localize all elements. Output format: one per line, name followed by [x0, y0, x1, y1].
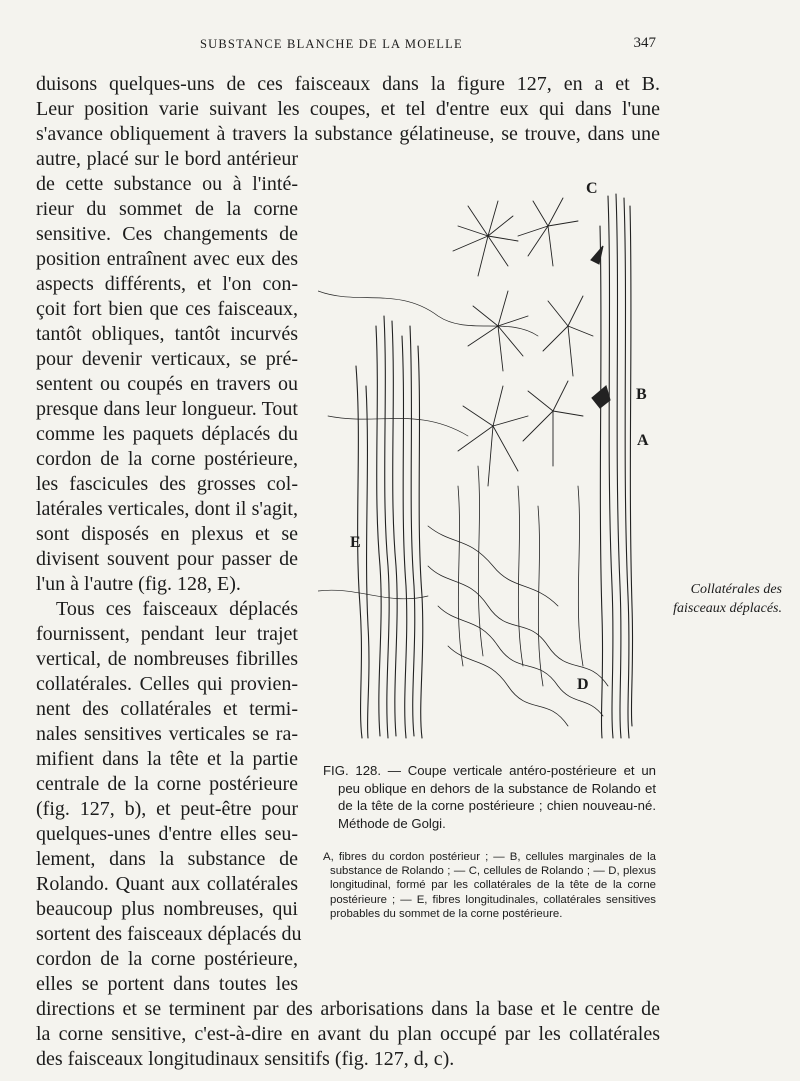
text-line: quelques-unes d'entre elles seu- — [36, 823, 298, 845]
text-line: directions et se terminent par des arborisations dans la base et le centre de — [36, 998, 660, 1020]
text-line: latérales verticales, dont il s'agit, — [36, 498, 298, 520]
text-line: Rolando. Quant aux collatérales — [36, 873, 298, 895]
text-line: rieur du sommet de la corne — [36, 198, 298, 220]
figure-label-c: C — [586, 180, 598, 197]
text-line: (fig. 127, b), et peut-être pour — [36, 798, 298, 820]
posterior-cord-fibers-A — [600, 194, 633, 738]
text-line: sont disposés en plexus et se — [36, 523, 298, 545]
text-line: aspects différents, et l'on con- — [36, 273, 298, 295]
neuron-illustration — [318, 186, 654, 746]
text-line: elles se portent dans toutes les — [36, 973, 298, 995]
text-line: duisons quelques-uns de ces faisceaux dans la figure 127, en a et B. — [36, 73, 660, 95]
text-line: les fascicules des grosses col- — [36, 473, 298, 495]
text-line: lement, dans la substance de — [36, 848, 298, 870]
text-line: pour devenir verticaux, se pré- — [36, 348, 298, 370]
text-line: Leur position varie suivant les coupes, et tel d'entre eux qui dans l'une — [36, 98, 660, 120]
figure-caption — [323, 762, 656, 921]
text-line: des faisceaux longitudinaux sensitifs (fig. 127, d, c). — [36, 1048, 455, 1070]
figure-label-b: B — [636, 386, 647, 403]
text-line: çoit fort bien que ces faisceaux, — [36, 298, 298, 320]
figure-label-a: A — [637, 432, 649, 449]
text-line: collatérales. Celles qui provien- — [36, 673, 298, 695]
text-line: l'un à l'autre (fig. 128, E). — [36, 573, 241, 595]
text-line: sensitive. Ces changements de — [36, 223, 298, 245]
margin-note: Collatérales des faisceaux déplacés. — [673, 582, 782, 616]
text-line: nales sensitives verticales se ra- — [36, 723, 298, 745]
longitudinal-fibers-E — [356, 316, 423, 738]
text-line: autre, placé sur le bord antérieur — [36, 148, 298, 170]
golgi-figure — [318, 180, 654, 746]
text-line: sortent des faisceaux déplacés du — [36, 923, 302, 945]
text-line: beaucoup plus nombreuses, qui — [36, 898, 298, 920]
text-line: divisent souvent pour passer de — [36, 548, 298, 570]
text-line: cordon de la corne postérieure, — [36, 448, 298, 470]
text-line: centrale de la corne postérieure — [36, 773, 298, 795]
text-line: presque dans leur longueur. Tout — [36, 398, 298, 420]
rolando-cells-C — [453, 198, 593, 486]
caption-label: FIG. 128. — — [323, 763, 401, 778]
text-line: vertical, de nombreuses fibrilles — [36, 648, 298, 670]
text-line: nent des collatérales et termi- — [36, 698, 298, 720]
page-number: 347 — [633, 35, 656, 51]
text-line: s'avance obliquement à travers la substance gélatineuse, se trouve, dans une — [36, 123, 660, 145]
caption-text: Coupe verticale antéro-postérieure et un peu oblique en dehors de la substance de Rolando et de la tête de la corne postérieure ; chien nouveau-né. Méthode de Golgi. — [338, 763, 656, 831]
text-line: position entraînent avec eux des — [36, 248, 298, 270]
text-line: Tous ces faisceaux déplacés — [56, 598, 298, 620]
text-line: comme les paquets déplacés du — [36, 423, 298, 445]
text-line: tantôt obliques, tantôt incurvés — [36, 323, 298, 345]
running-title: SUBSTANCE BLANCHE DE LA MOELLE — [200, 37, 463, 51]
text-line: fournissent, pendant leur trajet — [36, 623, 298, 645]
text-line: cordon de la corne postérieure, — [36, 948, 298, 970]
text-line: sentent ou coupés en travers ou — [36, 373, 298, 395]
text-line: la corne sensitive, c'est-à-dire en avant du plan occupé par les collatérales — [36, 1023, 660, 1045]
text-line: de cette substance ou à l'inté- — [36, 173, 298, 195]
caption-legend: A, fibres du cordon postérieur ; — B, cellules marginales de la substance de Rolando ; — C, cellules de Rolando ; — D, plexus longitudinal, formé par les collatérales de la tête de la corne postérieure ; — E, fibres longitudinales, collatérales sensitives probables du sommet de la corne postérieure. — [323, 851, 656, 920]
figure-label-d: D — [577, 676, 589, 693]
text-line: mifient dans la tête et la partie — [36, 748, 298, 770]
collateral-fibers — [318, 291, 538, 599]
running-header — [36, 34, 656, 56]
figure-label-e: E — [350, 534, 361, 551]
